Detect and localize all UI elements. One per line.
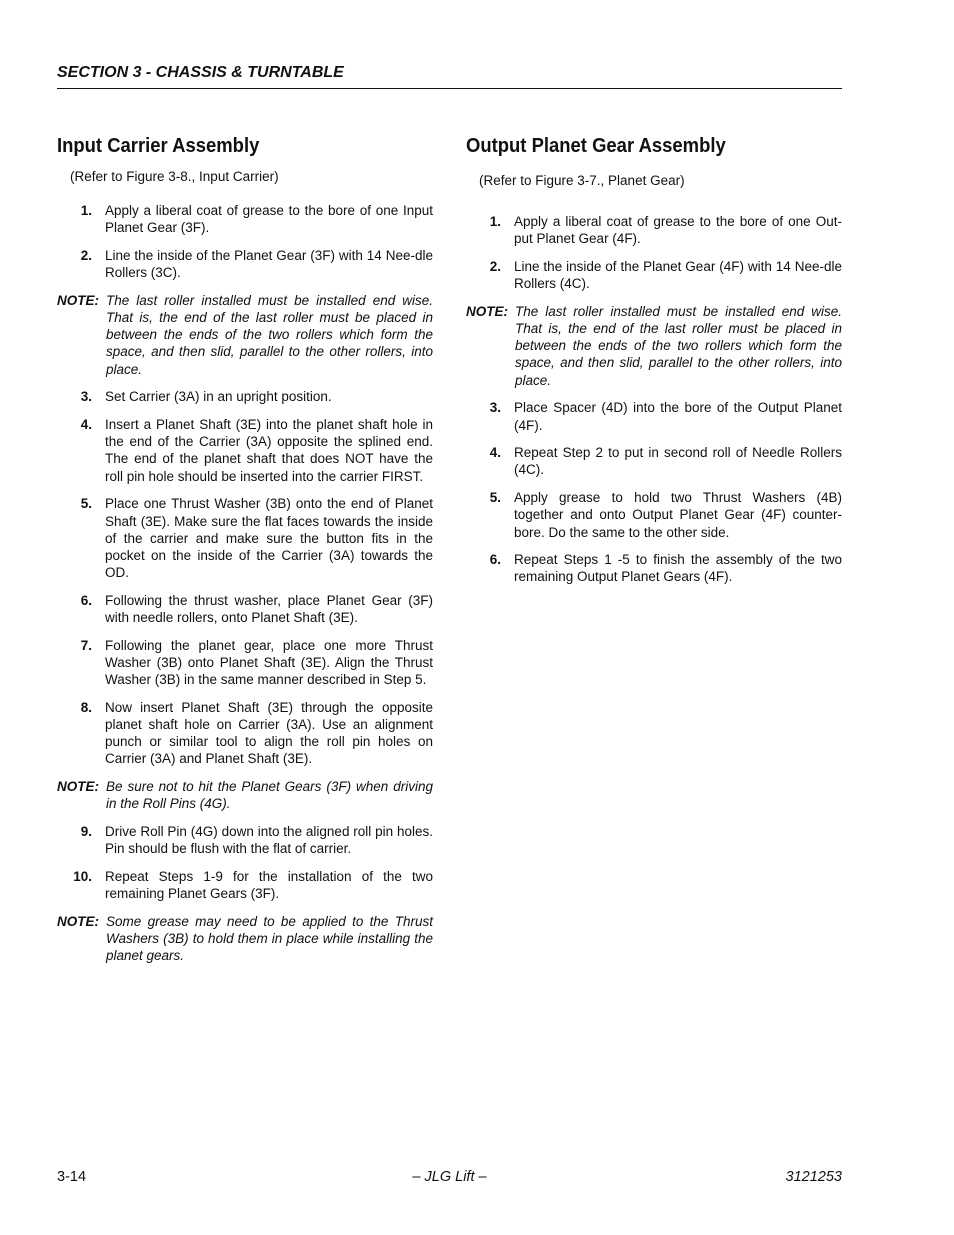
step-number: 6. (80, 592, 92, 608)
step-number: 10. (73, 869, 92, 884)
note-text: The last roller installed must be installed end wise. That is, the end of the last roller must be placed in between the ends of the two rollers which form the space, and then slid, parallel to the other rollers, into place. (515, 303, 842, 388)
step-text: Place Spacer (4D) into the bore of the Output Planet (4F). (514, 400, 842, 433)
step-number: 5. (80, 496, 92, 512)
step-text: Set Carrier (3A) in an upright position. (105, 389, 332, 405)
note-label: NOTE: (57, 913, 99, 929)
note-label: NOTE: (57, 292, 99, 308)
step-item (57, 495, 433, 581)
input-carrier-title: Input Carrier Assembly (57, 134, 260, 157)
output-planet-figure-ref: (Refer to Figure 3-7., Planet Gear) (479, 173, 685, 188)
step-item (57, 592, 433, 626)
note-label: NOTE: (57, 779, 99, 795)
note (466, 303, 842, 389)
step-text: Apply a liberal coat of grease to the bore of one Input Planet Gear (3F). (105, 203, 433, 236)
step-number: 4. (489, 445, 501, 461)
page-number: 3-14 (57, 1169, 87, 1185)
step-item (466, 213, 842, 247)
step-item (57, 416, 433, 485)
step-number: 6. (489, 552, 501, 568)
step-text: Now insert Planet Shaft (3E) through the opposite planet shaft hole on Carrier (3A). Use an alignment punch or similar tool to align the roll pin holes on Carrier (3A) and Planet Shaft (3E). (105, 699, 433, 767)
step-text: Insert a Planet Shaft (3E) into the planet shaft hole in the end of the Carrier (3A) opposite the splined end. The end of the planet shaft that does NOT have the roll pin hole should be inserted into the carrier FIRST. (105, 417, 433, 484)
step-text: Repeat Step 2 to put in second roll of Needle Rollers (4C). (514, 445, 842, 478)
step-number: 3. (489, 400, 501, 416)
step-item (57, 699, 433, 768)
step-number: 5. (489, 490, 501, 506)
output-planet-column (466, 134, 842, 596)
step-number: 1. (80, 203, 92, 218)
step-item (57, 823, 433, 857)
step-text: Repeat Steps 1 -5 to finish the assembly of the two remaining Output Planet Gears (4F). (514, 552, 842, 585)
step-item (466, 489, 842, 541)
document-number: 3121253 (785, 1169, 842, 1185)
note (57, 913, 433, 965)
step-text: Following the planet gear, place one more Thrust Washer (3B) onto Planet Shaft (3E). Align the Thrust Washer (3B) in the same manner described in Step 5. (105, 637, 433, 688)
note (57, 778, 433, 812)
step-text: Apply grease to hold two Thrust Washers (4B) together and onto Output Planet Gear (4F) counter-bore. Do the same to the other side. (514, 490, 842, 540)
page-footer (57, 1169, 842, 1187)
step-number: 2. (489, 258, 501, 274)
step-text: Following the thrust washer, place Planet Gear (3F) with needle rollers, onto Planet Shaft (3E). (105, 592, 433, 626)
input-carrier-steps (57, 202, 433, 965)
step-text: Place one Thrust Washer (3B) onto the end of Planet Shaft (3E). Make sure the flat faces towards the inside of the carrier and make sure the button fits in the pocket on the inside of the Carrier (3A) towards the OD. (105, 496, 433, 581)
step-text: Apply a liberal coat of grease to the bore of one Out-put Planet Gear (4F). (514, 214, 842, 247)
step-text: Line the inside of the Planet Gear (3F) with 14 Nee-dle Rollers (3C). (105, 247, 433, 281)
step-item (57, 247, 433, 281)
input-carrier-column (57, 134, 433, 975)
footer-brand: – JLG Lift – (412, 1169, 487, 1185)
step-item (57, 388, 433, 405)
step-item (466, 399, 842, 433)
step-number: 9. (80, 824, 92, 840)
note (57, 292, 433, 378)
output-planet-title: Output Planet Gear Assembly (466, 134, 726, 157)
step-item (466, 551, 842, 585)
step-text: Line the inside of the Planet Gear (4F) with 14 Nee-dle Rollers (4C). (514, 258, 842, 292)
step-text: Repeat Steps 1-9 for the installation of the two remaining Planet Gears (3F). (105, 869, 433, 902)
step-item (57, 202, 433, 236)
output-planet-steps (466, 213, 842, 586)
section-header: SECTION 3 - CHASSIS & TURNTABLE (57, 64, 842, 89)
note-label: NOTE: (466, 303, 508, 319)
step-item (466, 258, 842, 292)
note-text: The last roller installed must be installed end wise. That is, the end of the last roller must be placed in between the ends of the two rollers which form the space, and then slid, parallel to the other rollers, into place. (106, 292, 433, 377)
step-number: 2. (80, 247, 92, 263)
step-number: 8. (80, 699, 92, 715)
step-number: 1. (489, 214, 501, 229)
note-text: Be sure not to hit the Planet Gears (3F) when driving in the Roll Pins (4G). (106, 779, 433, 812)
step-number: 3. (80, 389, 92, 405)
step-item (57, 637, 433, 689)
step-text: Drive Roll Pin (4G) down into the aligned roll pin holes. Pin should be flush with the flat of carrier. (105, 824, 433, 857)
step-item (57, 868, 433, 902)
input-carrier-figure-ref: (Refer to Figure 3-8., Input Carrier) (70, 169, 279, 184)
step-number: 4. (80, 417, 92, 433)
note-text: Some grease may need to be applied to the Thrust Washers (3B) to hold them in place while installing the planet gears. (106, 913, 433, 964)
step-number: 7. (80, 637, 92, 653)
step-item (466, 444, 842, 478)
